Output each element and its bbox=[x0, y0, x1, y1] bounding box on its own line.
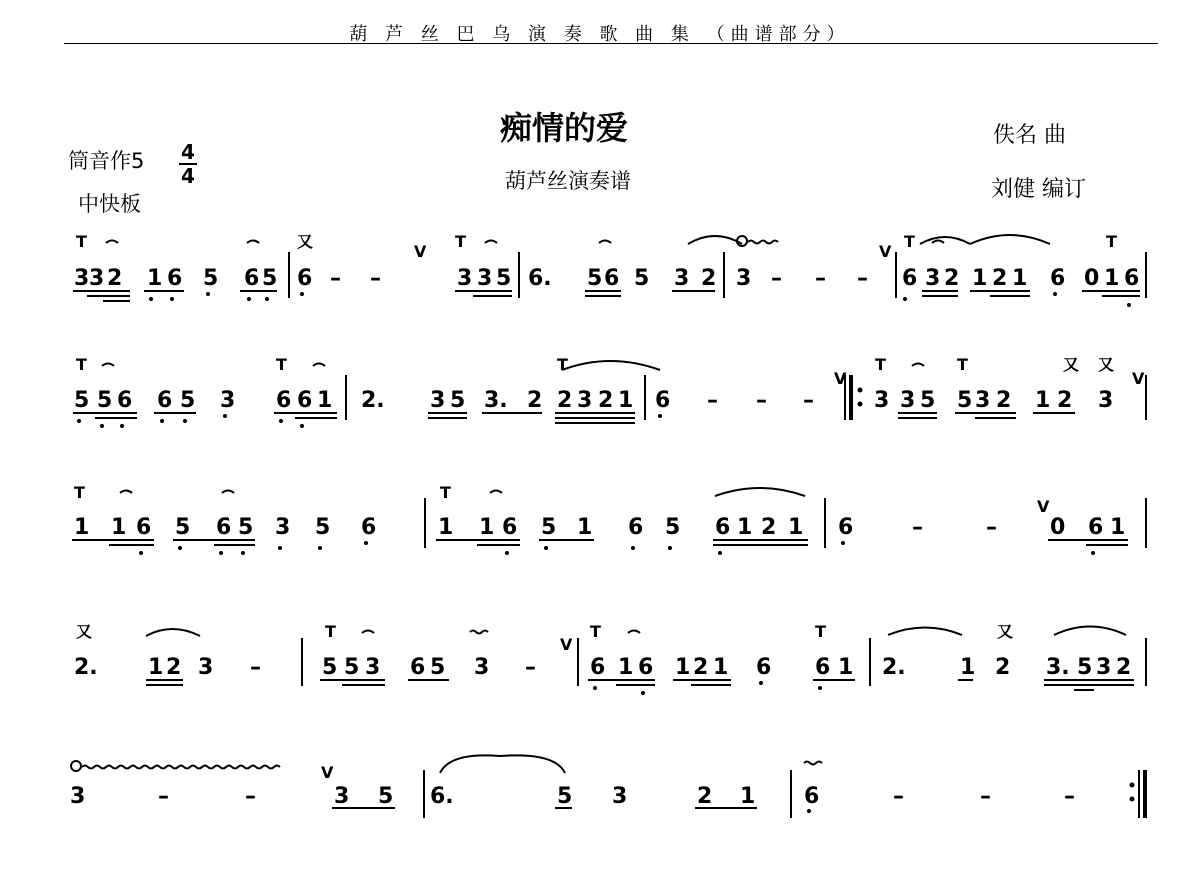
breath-mark-24: V bbox=[1037, 497, 1050, 516]
low-octave-dots bbox=[77, 292, 1131, 813]
technique-marks bbox=[74, 232, 1145, 782]
breath-mark-22: V bbox=[834, 369, 847, 388]
tongue-mark-8: T bbox=[875, 355, 886, 374]
note-1-2: 3 bbox=[89, 266, 105, 291]
trills bbox=[71, 236, 822, 771]
breath-mark-20: V bbox=[414, 242, 427, 261]
note-3-10: 1 bbox=[438, 515, 454, 540]
tongue-mark-5: T bbox=[76, 355, 87, 374]
note-1-14: 5 bbox=[496, 266, 512, 291]
note-3-16: 5 bbox=[665, 515, 681, 540]
note-4-22: 2. bbox=[882, 655, 906, 680]
note-4-18: 1 bbox=[713, 655, 729, 680]
note-1-26: 3 bbox=[925, 266, 941, 291]
time-numerator: 4 bbox=[181, 140, 195, 164]
note-4-25: 3. bbox=[1046, 655, 1070, 680]
note-3-9: 6 bbox=[361, 515, 377, 540]
note-1-1: 3 bbox=[74, 266, 90, 291]
note-4-21: 1 bbox=[838, 655, 854, 680]
note-2-4: 6 bbox=[157, 388, 173, 413]
note-2-14: 2 bbox=[527, 388, 543, 413]
note-1-33: 1 bbox=[1104, 266, 1120, 291]
note-1-6: 5 bbox=[203, 266, 219, 291]
note-1-18: 5 bbox=[634, 266, 650, 291]
note-3-8: 5 bbox=[315, 515, 331, 540]
note-2-25: 5 bbox=[920, 388, 936, 413]
note-2-24: 3 bbox=[900, 388, 916, 413]
note-3-18: 1 bbox=[737, 515, 753, 540]
note-2-27: 3 bbox=[975, 388, 991, 413]
breath-mark-23: V bbox=[1132, 369, 1145, 388]
note-4-28: 2 bbox=[1116, 655, 1132, 680]
note-4-19: 6 bbox=[756, 655, 772, 680]
double-tongue-mark-18: 又 bbox=[76, 622, 93, 641]
note-2-22: – bbox=[803, 388, 814, 413]
note-3-21: 6 bbox=[838, 515, 854, 540]
note-4-7: 5 bbox=[344, 655, 360, 680]
note-4-24: 2 bbox=[995, 655, 1011, 680]
note-4-13: 6 bbox=[590, 655, 606, 680]
note-3-13: 5 bbox=[541, 515, 557, 540]
note-5-4: 3 bbox=[334, 784, 350, 809]
note-3-23: – bbox=[986, 515, 997, 540]
note-1-22: – bbox=[771, 266, 782, 291]
note-3-4: 5 bbox=[175, 515, 191, 540]
note-2-23: 3 bbox=[874, 388, 890, 413]
note-3-1: 1 bbox=[74, 515, 90, 540]
note-4-15: 6 bbox=[638, 655, 654, 680]
song-title: 痴情的爱 bbox=[500, 109, 629, 147]
slurs bbox=[102, 235, 1126, 773]
note-3-19: 2 bbox=[761, 515, 777, 540]
breath-mark-25: V bbox=[560, 635, 573, 654]
note-1-17: 6 bbox=[604, 266, 620, 291]
note-3-26: 1 bbox=[1110, 515, 1126, 540]
note-4-17: 2 bbox=[693, 655, 709, 680]
note-1-5: 6 bbox=[167, 266, 183, 291]
note-4-3: 2 bbox=[166, 655, 182, 680]
note-1-28: 1 bbox=[972, 266, 988, 291]
note-5-1: 3 bbox=[70, 784, 86, 809]
note-4-23: 1 bbox=[960, 655, 976, 680]
note-5-10: 1 bbox=[740, 784, 756, 809]
page-header: 葫 芦 丝 巴 乌 演 奏 歌 曲 集 （曲谱部分） bbox=[349, 24, 851, 45]
note-2-16: 3 bbox=[577, 388, 593, 413]
note-1-15: 6. bbox=[528, 266, 552, 291]
note-5-12: – bbox=[893, 784, 904, 809]
note-3-24: 0 bbox=[1050, 515, 1066, 540]
tongue-mark-9: T bbox=[957, 355, 968, 374]
note-3-3: 6 bbox=[136, 515, 152, 540]
note-1-13: 3 bbox=[477, 266, 493, 291]
note-2-20: – bbox=[707, 388, 718, 413]
note-1-20: 2 bbox=[701, 266, 717, 291]
note-2-31: 3 bbox=[1098, 388, 1114, 413]
note-2-1: 5 bbox=[74, 388, 90, 413]
note-5-2: – bbox=[158, 784, 169, 809]
composer-credit: 佚名 曲 bbox=[993, 123, 1066, 148]
tongue-mark-14: T bbox=[815, 622, 826, 641]
note-5-13: – bbox=[980, 784, 991, 809]
note-1-21: 3 bbox=[736, 266, 752, 291]
note-3-2: 1 bbox=[111, 515, 127, 540]
note-2-5: 5 bbox=[180, 388, 196, 413]
note-3-15: 6 bbox=[628, 515, 644, 540]
note-4-1: 2. bbox=[74, 655, 98, 680]
note-1-27: 2 bbox=[944, 266, 960, 291]
note-4-14: 1 bbox=[618, 655, 634, 680]
note-4-2: 1 bbox=[148, 655, 164, 680]
note-1-34: 6 bbox=[1124, 266, 1140, 291]
tongue-mark-3: T bbox=[904, 232, 915, 251]
tongue-mark-1: T bbox=[76, 232, 87, 251]
note-2-17: 2 bbox=[598, 388, 614, 413]
song-subtitle: 葫芦丝演奏谱 bbox=[505, 169, 631, 193]
note-4-4: 3 bbox=[198, 655, 214, 680]
note-1-16: 5 bbox=[587, 266, 603, 291]
tongue-mark-6: T bbox=[276, 355, 287, 374]
note-3-5: 6 bbox=[216, 515, 232, 540]
note-4-5: – bbox=[250, 655, 261, 680]
note-1-31: 6 bbox=[1050, 266, 1066, 291]
double-tongue-mark-16: 又 bbox=[1063, 355, 1080, 374]
score-notes bbox=[70, 266, 1139, 809]
note-1-9: 6 bbox=[297, 266, 313, 291]
note-2-26: 5 bbox=[957, 388, 973, 413]
double-tongue-mark-15: 又 bbox=[297, 232, 314, 251]
note-1-29: 2 bbox=[992, 266, 1008, 291]
note-2-21: – bbox=[756, 388, 767, 413]
tongue-mark-4: T bbox=[1106, 232, 1117, 251]
note-2-12: 5 bbox=[450, 388, 466, 413]
note-1-24: – bbox=[857, 266, 868, 291]
note-3-12: 6 bbox=[502, 515, 518, 540]
note-4-11: 3 bbox=[474, 655, 490, 680]
note-1-32: 0 bbox=[1084, 266, 1100, 291]
note-1-30: 1 bbox=[1012, 266, 1028, 291]
note-2-9: 1 bbox=[317, 388, 333, 413]
note-2-13: 3. bbox=[484, 388, 508, 413]
note-5-14: – bbox=[1064, 784, 1075, 809]
note-3-25: 6 bbox=[1088, 515, 1104, 540]
note-2-19: 6 bbox=[655, 388, 671, 413]
note-4-12: – bbox=[525, 655, 536, 680]
note-2-8: 6 bbox=[297, 388, 313, 413]
note-3-22: – bbox=[912, 515, 923, 540]
tongue-mark-10: T bbox=[74, 483, 85, 502]
note-3-14: 1 bbox=[577, 515, 593, 540]
note-3-17: 6 bbox=[715, 515, 731, 540]
repeat-dots bbox=[858, 388, 1135, 802]
note-1-4: 1 bbox=[147, 266, 163, 291]
time-denominator: 4 bbox=[181, 164, 195, 188]
tongue-mark-12: T bbox=[325, 622, 336, 641]
note-5-3: – bbox=[245, 784, 256, 809]
note-2-29: 1 bbox=[1035, 388, 1051, 413]
note-1-11: – bbox=[370, 266, 381, 291]
note-4-8: 3 bbox=[365, 655, 381, 680]
note-4-6: 5 bbox=[322, 655, 338, 680]
note-2-2: 5 bbox=[97, 388, 113, 413]
arranger-credit: 刘健 编订 bbox=[991, 177, 1086, 202]
note-1-3: 2 bbox=[107, 266, 123, 291]
note-4-27: 3 bbox=[1096, 655, 1112, 680]
double-tongue-mark-17: 又 bbox=[1098, 355, 1115, 374]
note-1-7: 6 bbox=[244, 266, 260, 291]
note-5-5: 5 bbox=[378, 784, 394, 809]
note-2-6: 3 bbox=[220, 388, 236, 413]
note-1-8: 5 bbox=[262, 266, 278, 291]
note-3-7: 3 bbox=[275, 515, 291, 540]
note-5-11: 6 bbox=[804, 784, 820, 809]
note-2-3: 6 bbox=[117, 388, 133, 413]
tongue-mark-2: T bbox=[455, 232, 466, 251]
note-5-7: 5 bbox=[557, 784, 573, 809]
tempo-marking: 中快板 bbox=[78, 192, 141, 216]
note-5-9: 2 bbox=[697, 784, 713, 809]
note-3-6: 5 bbox=[238, 515, 254, 540]
note-1-10: – bbox=[330, 266, 341, 291]
underlines bbox=[72, 291, 1140, 808]
note-4-16: 1 bbox=[675, 655, 691, 680]
tongue-mark-7: T bbox=[557, 355, 568, 374]
note-4-26: 5 bbox=[1077, 655, 1093, 680]
note-4-10: 5 bbox=[430, 655, 446, 680]
note-2-30: 2 bbox=[1057, 388, 1073, 413]
note-1-23: – bbox=[815, 266, 826, 291]
note-3-20: 1 bbox=[788, 515, 804, 540]
note-2-28: 2 bbox=[996, 388, 1012, 413]
note-1-19: 3 bbox=[674, 266, 690, 291]
note-4-20: 6 bbox=[815, 655, 831, 680]
note-2-18: 1 bbox=[618, 388, 634, 413]
note-3-11: 1 bbox=[479, 515, 495, 540]
double-tongue-mark-19: 又 bbox=[997, 622, 1014, 641]
note-5-6: 6. bbox=[430, 784, 454, 809]
tongue-mark-11: T bbox=[440, 483, 451, 502]
note-2-7: 6 bbox=[276, 388, 292, 413]
note-2-11: 3 bbox=[430, 388, 446, 413]
breath-mark-26: V bbox=[321, 763, 334, 782]
tongue-mark-13: T bbox=[590, 622, 601, 641]
key-signature: 筒音作5 bbox=[68, 149, 145, 173]
note-5-8: 3 bbox=[612, 784, 628, 809]
note-1-12: 3 bbox=[457, 266, 473, 291]
note-1-25: 6 bbox=[902, 266, 918, 291]
note-2-10: 2. bbox=[361, 388, 385, 413]
breath-mark-21: V bbox=[879, 242, 892, 261]
note-4-9: 6 bbox=[410, 655, 426, 680]
note-2-15: 2 bbox=[557, 388, 573, 413]
